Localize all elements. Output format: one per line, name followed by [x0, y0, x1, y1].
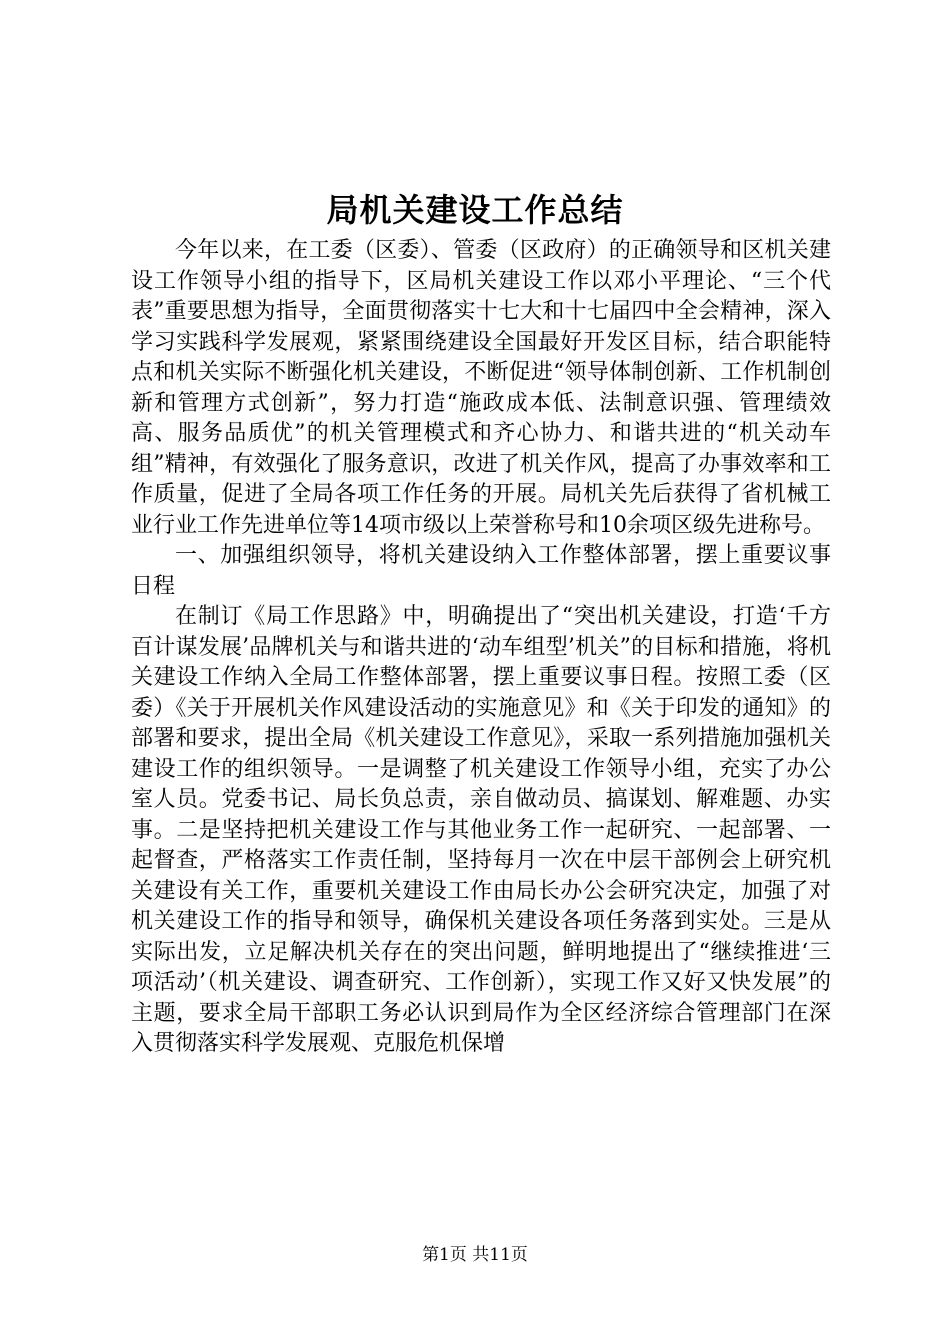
page-number-footer: 第1页 共11页	[422, 1245, 528, 1265]
paragraph-section-1: 在制订《局工作思路》中，明确提出了“突出机关建设，打造‘千方百计谋发展’品牌机关与和谐共进的‘动车组型’机关”的目标和措施，将机关建设工作纳入全局工作整体部署，摆上重要议事日程。按照工委（区委）《关于开展机关作风建设活动的实施意见》和《关于印发的通知》的部署和要求，提出全局《机关建设工作意见》，采取一系列措施加强机关建设工作的组织领导。一是调整了机关建设工作领导小组，充实了办公室人员。党委书记、局长负总责，亲自做动员、搞谋划、解难题、办实事。二是坚持把机关建设工作与其他业务工作一起研究、一起部署、一起督查，严格落实工作责任制，坚持每月一次在中层干部例会上研究机关建设有关工作，重要机关建设工作由局长办公会研究决定，加强了对机关建设工作的指导和领导，确保机关建设各项任务落到实处。三是从实际出发，立足解决机关存在的突出问题，鲜明地提出了“继续推进‘三项活动’（机关建设、调查研究、工作创新），实现工作又好又快发展”的主题，要求全局干部职工务必认识到局作为全区经济综合管理部门在深入贯彻落实科学发展观、克服危机保增	[131, 604, 831, 1056]
section-heading-1: 一、加强组织领导，将机关建设纳入工作整体部署，摆上重要议事日程	[131, 543, 831, 599]
paragraph-intro: 今年以来，在工委（区委）、管委（区政府）的正确领导和区机关建设工作领导小组的指导下，区局机关建设工作以邓小平理论、“三个代表”重要思想为指导，全面贯彻落实十七大和十七届四中全会精神，深入学习实践科学发展观，紧紧围绕建设全国最好开发区目标，结合职能特点和机关实际不断强化机关建设，不断促进“领导体制创新、工作机制创新和管理方式创新”，努力打造“施政成本低、法制意识强、管理绩效高、服务品质优”的机关管理模式和齐心协力、和谐共进的“机关动车组”精神，有效强化了服务意识，改进了机关作风，提高了办事效率和工作质量，促进了全局各项工作任务的开展。局机关先后获得了省机械工业行业工作先进单位等14项市级以上荣誉称号和10余项区级先进称号。	[131, 238, 831, 538]
document-title: 局机关建设工作总结	[326, 191, 624, 229]
document-body	[131, 236, 831, 1060]
